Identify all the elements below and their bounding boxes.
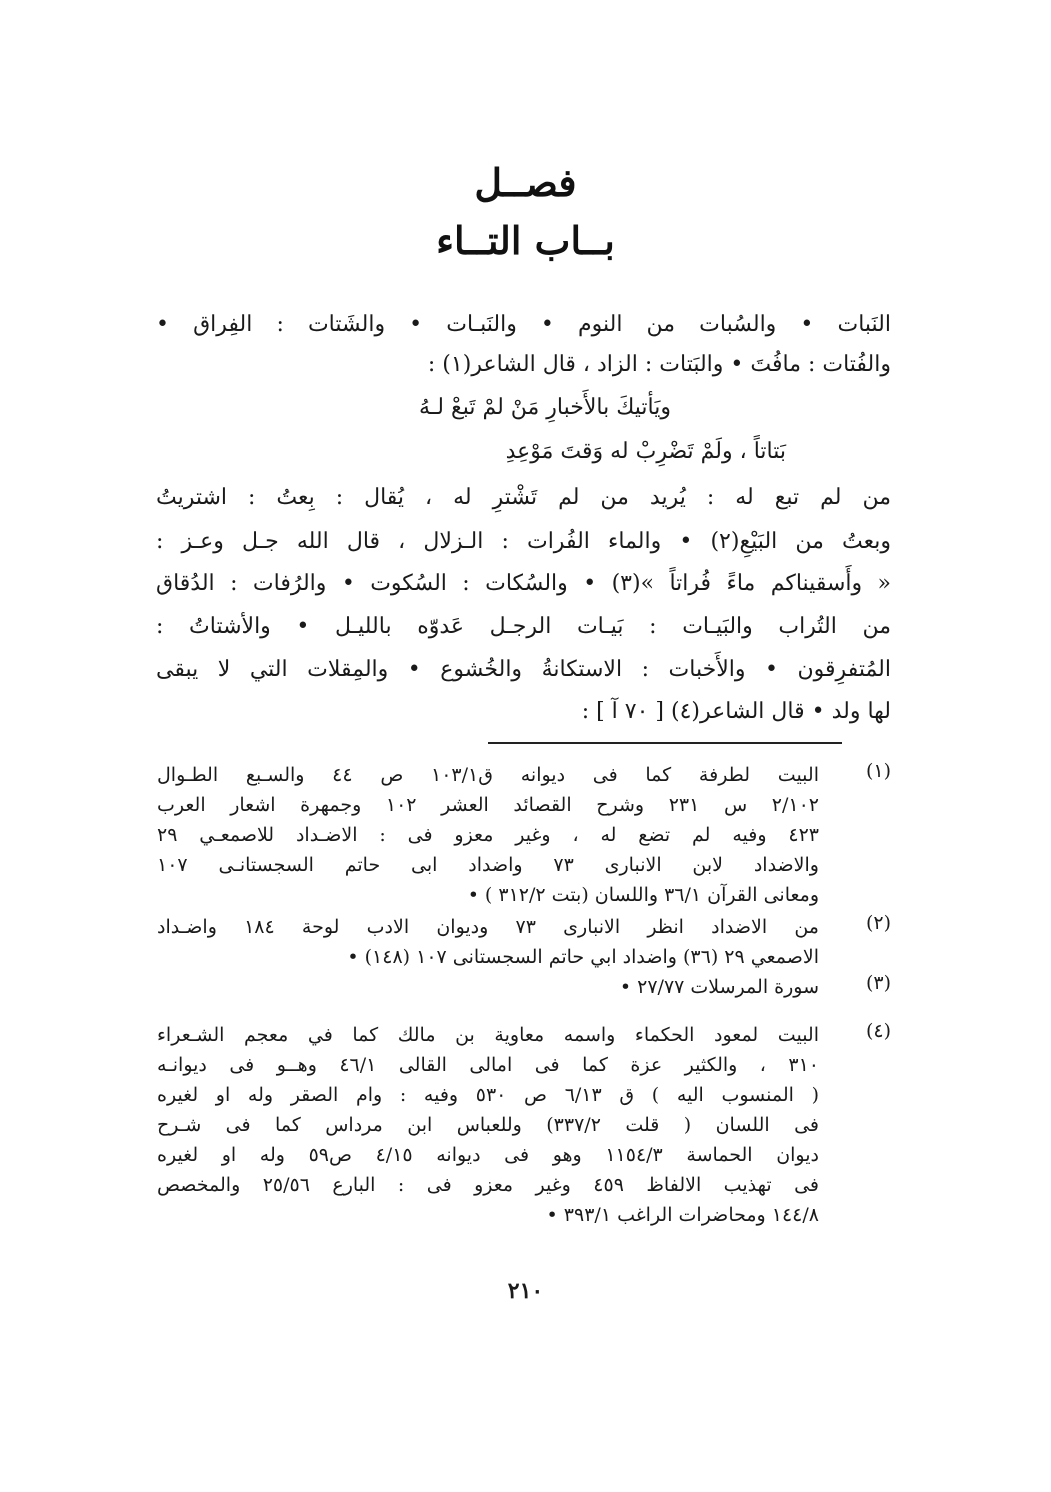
page-number: ٢١٠ <box>507 1278 544 1304</box>
footnote-line: سورة المرسلات ٢٧/٧٧ • <box>619 976 819 998</box>
footnote-line: ديوان الحماسة ١١٥٤/٣ وهو فى ديوانه ٤/١٥ ص٥٩ وله او لغيره <box>157 1144 819 1166</box>
footnote-line: فى تهذيب الالفاظ ٤٥٩ وغير معزو فى : البارع ٢٥/٥٦ والمخصص <box>157 1174 819 1196</box>
body-line-1: النَبات • والسُبات من النوم • والنَبـات • والشَتات : الفِراق • <box>156 312 891 337</box>
body-line-6: من التُراب والبَيـات : بَيـات الرجـل عَدوّه بالليـل • والأشتاتُ : <box>156 614 891 639</box>
footnote-line: من الاضداد انظر الانبارى ٧٣ وديوان الادب لوحة ١٨٤ واضـداد <box>157 916 819 938</box>
footnote-divider <box>488 742 842 744</box>
footnote-number: (٤) <box>865 1020 891 1042</box>
footnote-line: ٢/١٠٢ س ٢٣١ وشرح القصائد العشر ١٠٢ وجمهرة اشعار العرب <box>157 794 819 816</box>
body-line-2: والفُتات : مافُتَ • والبَتات : الزاد ، قال الشاعر(١) : <box>427 352 891 377</box>
footnote-number: (٣) <box>865 972 891 994</box>
chapter-title: بــاب التــاء <box>436 218 615 263</box>
footnote-line: فى اللسان ( قلت ٣٣٧/٢) وللعباس ابن مرداس كما فى شـرح <box>157 1114 819 1136</box>
footnote-line: والاضداد لابن الانبارى ٧٣ واضداد ابى حاتم السجستانـى ١٠٧ <box>157 854 819 876</box>
footnote-line: ١٤٤/٨ ومحاضرات الراغب ٣٩٣/١ • <box>546 1204 819 1226</box>
footnote-line: ٣١٠ ، والكثير عزة كما فى امالى القالى ٤٦/١ وهــو فى ديوانـه <box>157 1054 819 1076</box>
footnote-line: البيت لمعود الحكماء واسمه معاوية بن مالك كما في معجم الشـعراء <box>157 1024 819 1046</box>
verse-hemistich-2: بَتاتاً ، ولَمْ تَضْرِبْ له وَقتَ مَوْعِدِ <box>505 439 786 464</box>
body-line-7: المُتفرِقون • والأَخبات : الاستكانةُ والخُشوع • والمِقلات التي لا يبقى <box>156 657 891 682</box>
body-line-5: « وأَسقيناكم ماءً فُراتاً »(٣) • والسُكات : السُكوت • والرُفات : الدُقاق <box>156 571 891 596</box>
footnote-line: الاصمعي ٢٩ (٣٦) واضداد ابي حاتم السجستانى ١٠٧ (١٤٨) • <box>347 946 819 968</box>
footnote-line: ٤٢٣ وفيه لم تضع له ، وغير معزو فى : الاضـداد للاصمعـي ٢٩ <box>157 824 819 846</box>
footnote-number: (٢) <box>865 912 891 934</box>
verse-hemistich-1: ويَأتيكَ بالأَخبارِ مَنْ لمْ تَبعْ لـهُ <box>419 395 671 420</box>
body-line-3: من لم تبع له : يُريد من لم تَشْترِ له ، يُقال : بِعتُ : اشتريتُ <box>156 485 891 510</box>
section-heading: فصــل <box>474 160 577 205</box>
footnote-line: ( المنسوب اليه ) ق ٦/١٣ ص ٥٣٠ وفيه : وام الصقر وله او لغيره <box>157 1084 819 1106</box>
footnote-line: ومعانى القرآن ٣٦/١ واللسان (بتت ٣١٢/٢ ) • <box>467 884 819 906</box>
body-line-8: لها ولد • قال الشاعر(٤) [ ٧٠ آ ] : <box>581 699 891 724</box>
footnote-line: البيت لطرفة كما فى ديوانه ق١٠٣/١ ص ٤٤ والسـبع الطـوال <box>157 764 819 786</box>
body-line-4: وبعتُ من البَيْعِ(٢) • والماء الفُرات : الـزلال ، قال الله جـل وعـز : <box>156 529 891 554</box>
footnote-number: (١) <box>865 760 891 782</box>
